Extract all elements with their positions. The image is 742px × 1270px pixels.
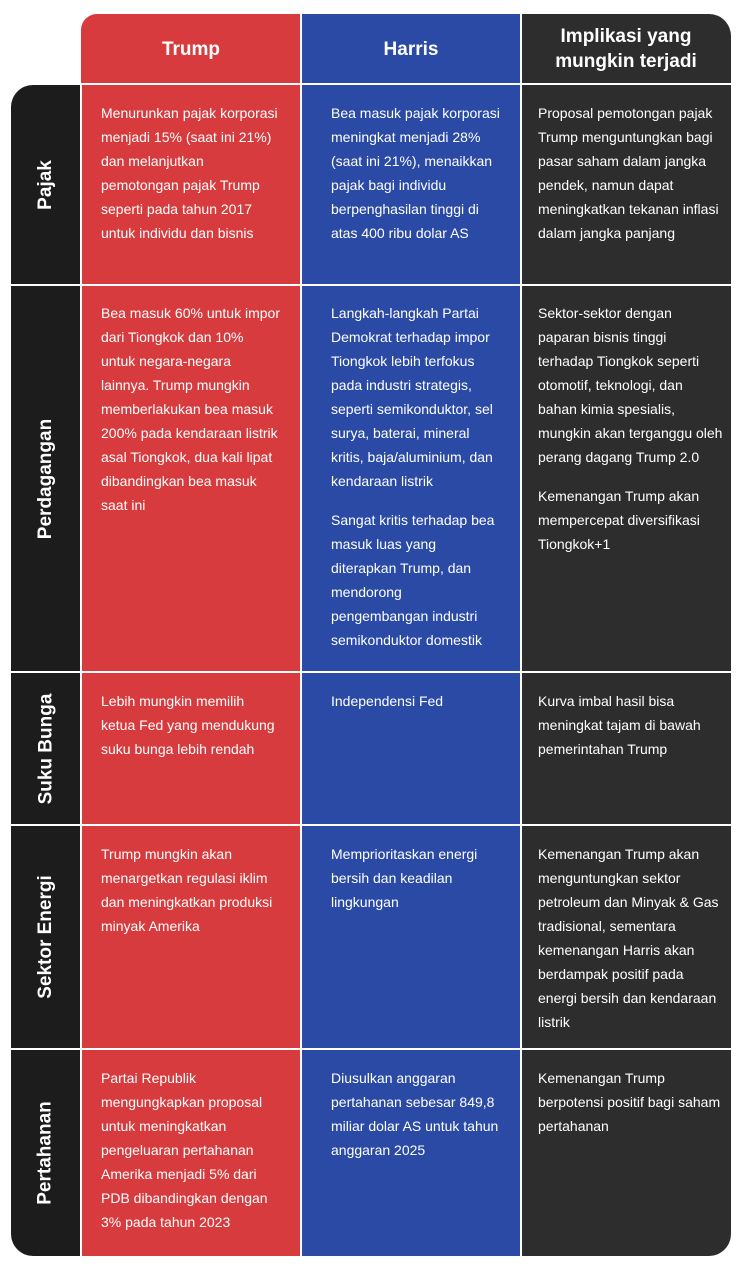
cell-implications-suku-bunga xyxy=(538,689,723,761)
cell-text: Trump mungkin akan menargetkan regulasi iklim dan meningkatkan produksi minyak Amerika xyxy=(101,846,273,934)
cell-text: Partai Republik mengungkapkan proposal untuk meningkatkan pengeluaran pertahanan Amerika menjadi 5% dari PDB dibandingkan dengan 3% pada tahun 2023 xyxy=(101,1070,268,1230)
cell-text: Kemenangan Trump akan mempercepat diversifikasi Tiongkok+1 xyxy=(538,488,700,552)
cell-harris-perdagangan xyxy=(331,301,501,652)
cell-harris-pajak xyxy=(331,101,501,245)
cell-implications-pajak xyxy=(538,101,723,245)
row-label-perdagangan xyxy=(11,286,81,671)
cell-text: Memprioritaskan energi bersih dan keadilan lingkungan xyxy=(331,846,478,910)
cell-trump-suku-bunga xyxy=(101,689,281,761)
row-label-sektor-energi xyxy=(11,826,81,1048)
row-divider xyxy=(11,824,731,826)
cell-text: Proposal pemotongan pajak Trump menguntungkan bagi pasar saham dalam jangka pendek, namun dapat meningkatkan tekanan inflasi dalam jangka panjang xyxy=(538,105,719,241)
cell-implications-perdagangan xyxy=(538,301,723,556)
row-divider xyxy=(11,671,731,673)
row-label-pertahanan xyxy=(11,1050,81,1256)
cell-trump-pertahanan xyxy=(101,1066,281,1234)
cell-text: Sangat kritis terhadap bea masuk luas yang diterapkan Trump, dan mendorong pengembangan industri semikonduktor domestik xyxy=(331,512,495,648)
cell-text: Diusulkan anggaran pertahanan sebesar 849,8 miliar dolar AS untuk tahun anggaran 2025 xyxy=(331,1070,499,1158)
cell-text: Bea masuk pajak korporasi meningkat menjadi 28% (saat ini 21%), menaikkan pajak bagi individu berpenghasilan tinggi di atas 400 ribu dolar AS xyxy=(331,105,500,241)
row-label-pajak xyxy=(11,85,81,284)
cell-implications-sektor-energi xyxy=(538,842,723,1034)
column-divider xyxy=(520,14,522,1256)
cell-harris-pertahanan xyxy=(331,1066,501,1162)
header-implications: Implikasi yang mungkin terjadi xyxy=(555,26,697,72)
cell-harris-suku-bunga xyxy=(331,689,501,713)
header-trump: Trump xyxy=(161,38,221,60)
cell-trump-perdagangan xyxy=(101,301,281,517)
cell-trump-pajak xyxy=(101,101,281,245)
row-label-text: Sektor Energi xyxy=(35,875,57,999)
cell-text: Independensi Fed xyxy=(331,693,444,709)
column-divider xyxy=(300,14,302,1256)
row-label-text: Perdagangan xyxy=(35,418,56,539)
cell-text: Menurunkan pajak korporasi menjadi 15% (saat ini 21%) dan melanjutkan pemotongan pajak Trump seperti pada tahun 2017 untuk individu dan bisnis xyxy=(101,105,278,241)
row-label-text: Pajak xyxy=(35,159,56,210)
cell-text: Kurva imbal hasil bisa meningkat tajam di bawah pemerintahan Trump xyxy=(538,693,701,757)
cell-text: Bea masuk 60% untuk impor dari Tiongkok dan 10% untuk negara-negara lainnya. Trump mungkin memberlakukan bea masuk 200% pada kendaraan listrik asal Tiongkok, dua kali lipat dibandingkan bea masuk saat ini xyxy=(101,305,280,513)
cell-harris-sektor-energi xyxy=(331,842,501,914)
cell-text: Sektor-sektor dengan paparan bisnis tinggi terhadap Tiongkok seperti otomotif, teknologi, dan bahan kimia spesialis, mungkin akan terganggu oleh perang dagang Trump 2.0 xyxy=(538,305,723,465)
cell-text: Lebih mungkin memilih ketua Fed yang mendukung suku bunga lebih rendah xyxy=(101,693,275,757)
cell-text: Langkah-langkah Partai Demokrat terhadap impor Tiongkok lebih terfokus pada industri strategis, seperti semikonduktor, sel surya, baterai, mineral kritis, baja/aluminium, dan kendaraan listrik xyxy=(331,305,493,489)
row-label-text: Pertahanan xyxy=(35,1101,57,1205)
cell-implications-pertahanan xyxy=(538,1066,723,1138)
row-divider xyxy=(11,1048,731,1050)
row-label-text: Suku Bunga xyxy=(35,693,56,804)
row-divider xyxy=(11,284,731,286)
cell-text: Kemenangan Trump akan menguntungkan sektor petroleum dan Minyak & Gas tradisional, sementara kemenangan Harris akan berdampak positif pada energi bersih dan kendaraan listrik xyxy=(538,846,719,1030)
header-harris: Harris xyxy=(383,38,439,60)
cell-text: Kemenangan Trump berpotensi positif bagi saham pertahanan xyxy=(538,1070,721,1134)
row-label-suku-bunga xyxy=(11,673,81,824)
cell-trump-sektor-energi xyxy=(101,842,281,938)
